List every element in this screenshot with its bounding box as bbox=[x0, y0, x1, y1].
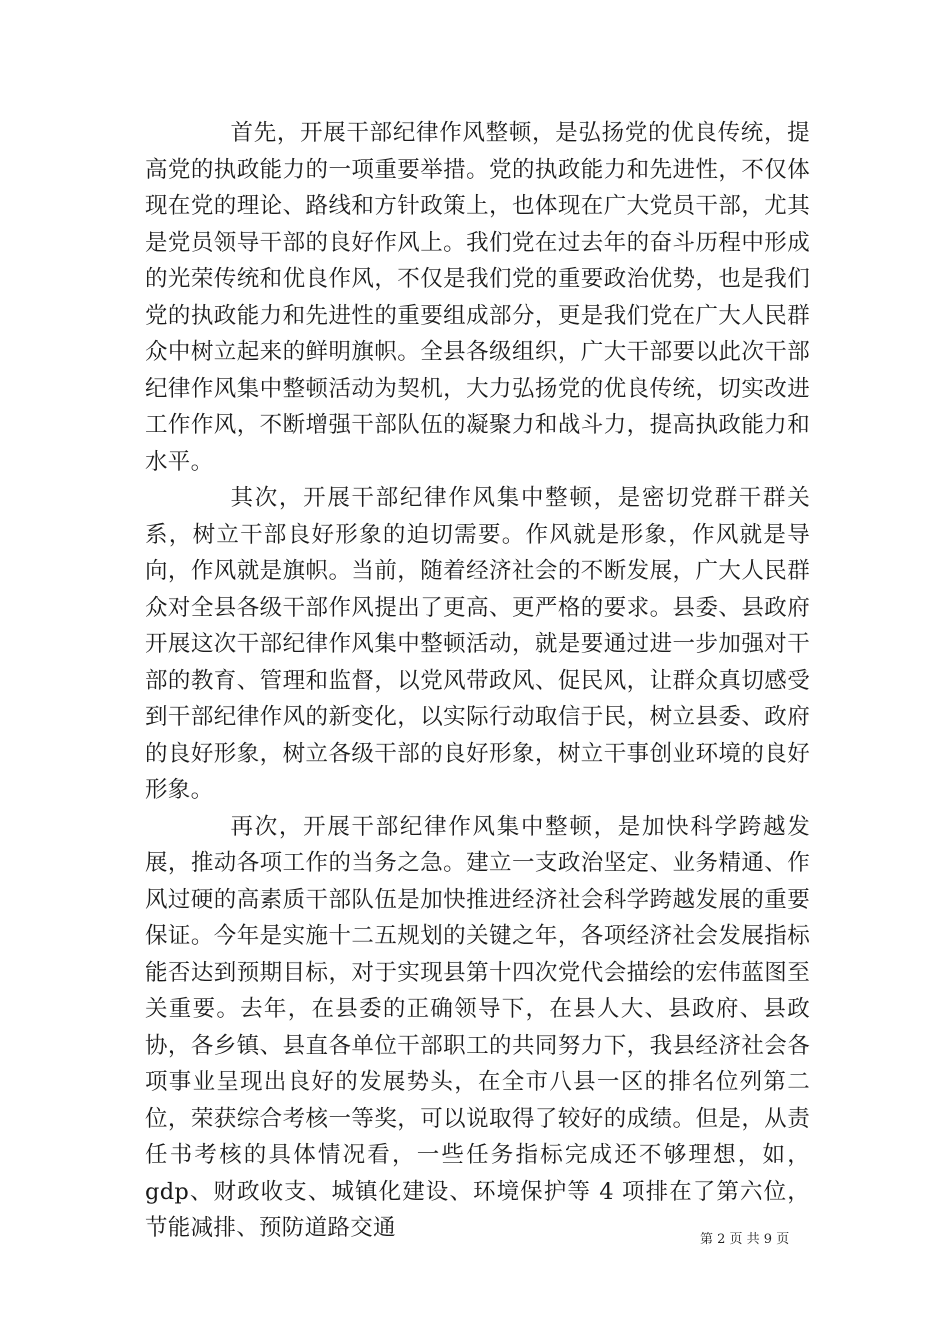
paragraph-third: 再次，开展干部纪律作风集中整顿，是加快科学跨越发展，推动各项工作的当务之急。建立一支政治坚定、业务精通、作风过硬的高素质干部队伍是加快推进经济社会科学跨越发展的重要保证。今年是实施十二五规划的关键之年，各项经济社会发展指标能否达到预期目标，对于实现县第十四次党代会描绘的宏伟蓝图至关重要。去年，在县委的正确领导下，在县人大、县政府、县政协，各乡镇、县直各单位干部职工的共同努力下，我县经济社会各项事业呈现出良好的发展势头，在全市八县一区的排名位列第二位，荣获综合考核一等奖，可以说取得了较好的成绩。但是，从责任书考核的具体情况看，一些任务指标完成还不够理想，如，gdp、财政收支、城镇化建设、环境保护等 4 项排在了第六位，节能减排、预防道路交通 bbox=[145, 813, 810, 1241]
page-number-footer: 第 2 页 共 9 页 bbox=[700, 1232, 790, 1247]
document-body bbox=[145, 115, 810, 1247]
paragraph-second: 其次，开展干部纪律作风集中整顿，是密切党群干群关系，树立干部良好形象的迫切需要。作风就是形象，作风就是导向，作风就是旗帜。当前，随着经济社会的不断发展，广大人民群众对全县各级干部作风提出了更高、更严格的要求。县委、县政府开展这次干部纪律作风集中整顿活动，就是要通过进一步加强对干部的教育、管理和监督，以党风带政风、促民风，让群众真切感受到干部纪律作风的新变化，以实际行动取信于民，树立县委、政府的良好形象，树立各级干部的良好形象，树立干事创业环境的良好形象。 bbox=[145, 485, 810, 803]
paragraph-first: 首先，开展干部纪律作风整顿，是弘扬党的优良传统，提高党的执政能力的一项重要举措。党的执政能力和先进性，不仅体现在党的理论、路线和方针政策上，也体现在广大党员干部，尤其是党员领导干部的良好作风上。我们党在过去年的奋斗历程中形成的光荣传统和优良作风，不仅是我们党的重要政治优势，也是我们党的执政能力和先进性的重要组成部分，更是我们党在广大人民群众中树立起来的鲜明旗帜。全县各级组织，广大干部要以此次干部纪律作风集中整顿活动为契机，大力弘扬党的优良传统，切实改进工作作风，不断增强干部队伍的凝聚力和战斗力，提高执政能力和水平。 bbox=[145, 120, 810, 475]
